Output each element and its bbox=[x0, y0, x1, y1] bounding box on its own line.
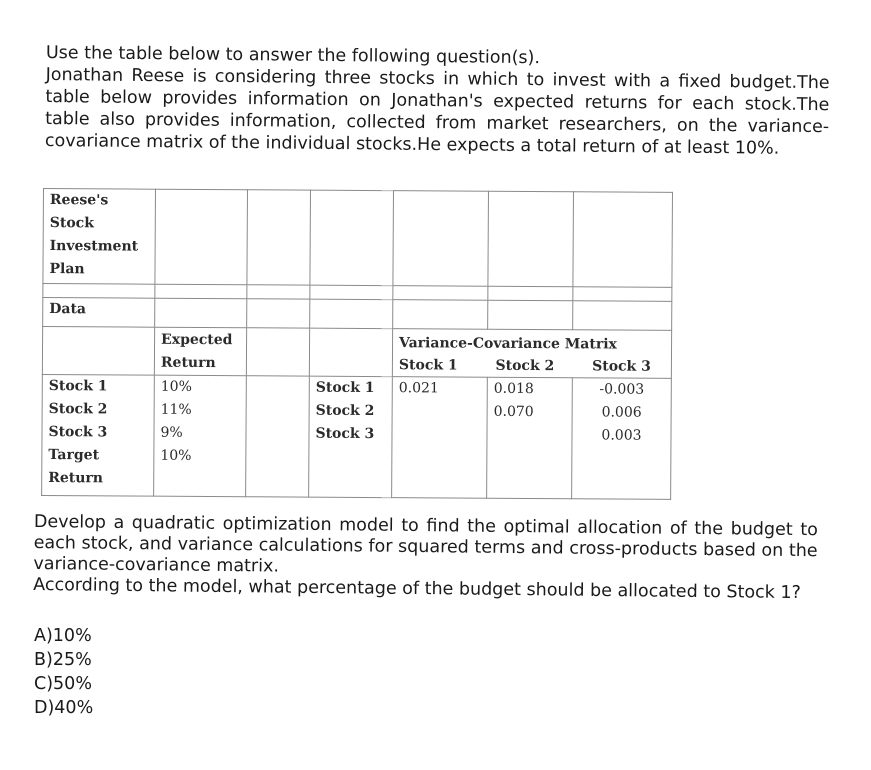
matrix-value bbox=[398, 423, 480, 447]
stock-investment-table bbox=[41, 188, 673, 500]
matrix-value bbox=[399, 400, 481, 424]
expected-return-header: Expected Return bbox=[154, 327, 246, 376]
matrix-value bbox=[493, 424, 565, 447]
matrix-value: 0.006 bbox=[601, 404, 642, 421]
matrix-col-header: Stock 1 bbox=[398, 357, 458, 374]
table-title-line: Reese's bbox=[49, 192, 109, 209]
target-return-value: 10% bbox=[160, 447, 192, 465]
table-body-row bbox=[42, 375, 672, 500]
question-text bbox=[33, 512, 818, 604]
table-header-row bbox=[42, 327, 671, 379]
matrix-title: Variance-Covariance Matrix bbox=[399, 335, 617, 353]
matrix-col-header: Stock 2 bbox=[495, 357, 555, 375]
table-title-line: Plan bbox=[49, 261, 85, 278]
expected-return-value: 9% bbox=[160, 424, 183, 442]
expected-return-value: 10% bbox=[160, 378, 192, 396]
table-cell bbox=[246, 376, 310, 497]
data-label: Data bbox=[43, 298, 155, 327]
matrix-header bbox=[392, 329, 671, 379]
matrix-col-1 bbox=[392, 377, 488, 498]
answer-options bbox=[34, 624, 93, 720]
stock-labels bbox=[42, 375, 155, 496]
matrix-row-label: Stock 1 bbox=[315, 379, 375, 397]
matrix-value: 0.003 bbox=[601, 427, 642, 444]
matrix-col-header: Stock 3 bbox=[592, 358, 651, 375]
option-a[interactable]: A)10% bbox=[34, 626, 92, 646]
table-title-cell bbox=[43, 189, 156, 285]
option-c[interactable]: C)50% bbox=[34, 674, 92, 694]
expected-return-value: 11% bbox=[160, 401, 192, 419]
table-cell bbox=[393, 191, 489, 287]
table-title-line: Stock bbox=[49, 215, 94, 232]
option-b[interactable]: B)25% bbox=[34, 650, 92, 670]
matrix-value: 0.021 bbox=[398, 380, 439, 397]
question-instruction: Develop a quadratic optimization model to find the optimal allocation of the budget to each stock, and variance calculations for squared terms and cross-products based on the variance-covariance matrix. bbox=[33, 512, 818, 577]
table-cell bbox=[573, 192, 673, 288]
target-label: Return bbox=[48, 470, 104, 487]
matrix-row-label: Stock 2 bbox=[315, 402, 375, 420]
table-row bbox=[43, 298, 672, 330]
table-title-line: Investment bbox=[49, 238, 139, 255]
matrix-row-labels bbox=[309, 376, 393, 497]
matrix-col-3 bbox=[572, 378, 672, 499]
matrix-value: 0.070 bbox=[493, 403, 534, 421]
matrix-value: 0.018 bbox=[493, 380, 534, 398]
matrix-col-2 bbox=[487, 377, 573, 498]
matrix-value: -0.003 bbox=[599, 381, 645, 398]
problem-statement: Jonathan Reese is considering three stocks in which to invest with a fixed budget.The table below provides information on Jonathan's expected returns for each stock.The table also provides information, collected from market researchers, on the variance-covariance matrix of the individual stocks.He expects a total return of at least 10%. bbox=[44, 64, 830, 159]
instruction-line: Use the table below to answer the following question(s). bbox=[45, 42, 541, 69]
question-prompt: According to the model, what percentage of the budget should be allocated to Stock 1? bbox=[33, 574, 801, 604]
table-cell bbox=[155, 189, 248, 285]
intro-text bbox=[45, 42, 830, 160]
stock-label: Stock 1 bbox=[48, 378, 108, 395]
expected-returns bbox=[154, 375, 247, 496]
option-d[interactable]: D)40% bbox=[34, 698, 94, 718]
stock-label: Stock 2 bbox=[48, 401, 108, 418]
table-cell bbox=[488, 191, 574, 287]
table-cell bbox=[247, 190, 311, 286]
stock-label: Stock 3 bbox=[48, 424, 108, 441]
target-label: Target bbox=[48, 447, 100, 464]
table-cell bbox=[310, 190, 394, 286]
matrix-row-label: Stock 3 bbox=[315, 425, 375, 443]
table-row bbox=[43, 189, 673, 288]
